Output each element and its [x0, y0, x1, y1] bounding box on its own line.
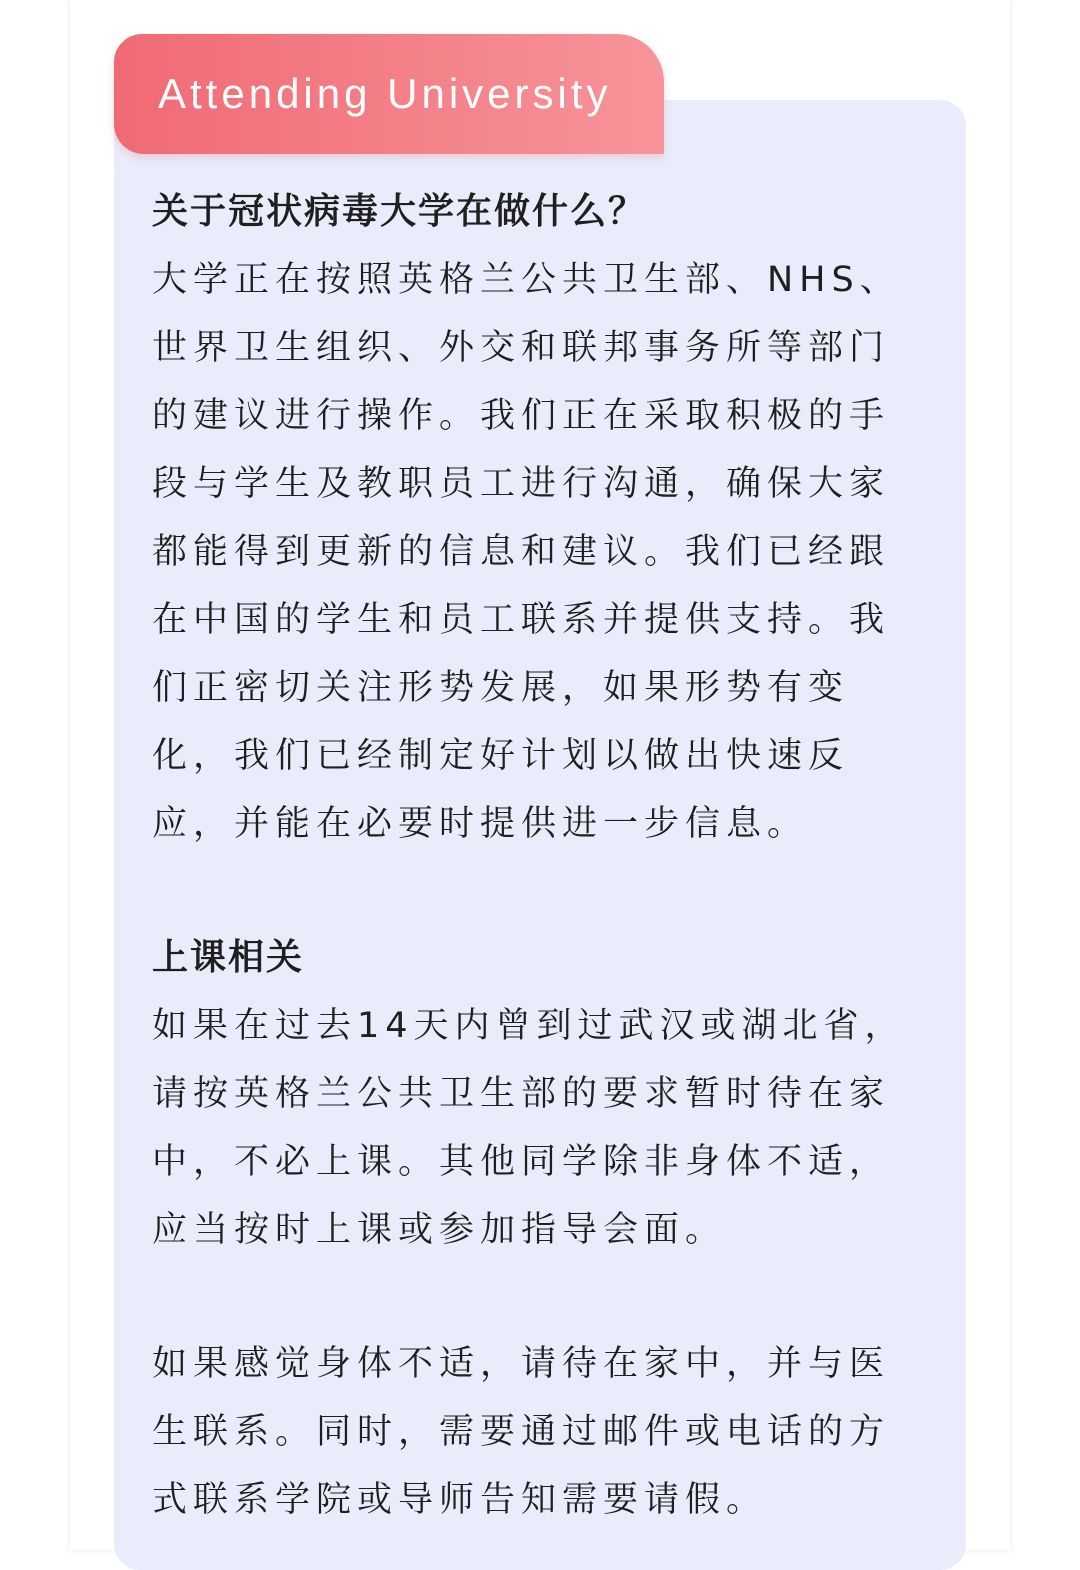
section-title-tab	[114, 34, 664, 154]
article-body	[152, 178, 952, 1534]
paragraph-line: 们正密切关注形势发展，如果形势有变	[152, 668, 850, 708]
paragraph-line: 中，不必上课。其他同学除非身体不适，	[152, 1142, 891, 1182]
paragraph-line: 式联系学院或导师告知需要请假。	[152, 1480, 768, 1520]
paragraph-line: 都能得到更新的信息和建议。我们已经跟	[152, 532, 891, 572]
section-heading-covid: 关于冠状病毒大学在做什么？	[152, 191, 647, 232]
paragraph-line: 请按英格兰公共卫生部的要求暂时待在家	[152, 1074, 891, 1114]
paragraph-line: 应，并能在必要时提供进一步信息。	[152, 804, 809, 844]
paragraph-line: 的建议进行操作。我们正在采取积极的手	[152, 396, 891, 436]
paragraph-line: 世界卫生组织、外交和联邦事务所等部门	[152, 328, 891, 368]
paragraph-line: 生联系。同时，需要通过邮件或电话的方	[152, 1412, 891, 1452]
section-title: Attending University	[158, 70, 612, 117]
section-gap	[152, 1264, 952, 1330]
paragraph-line: 化，我们已经制定好计划以做出快速反	[152, 736, 850, 776]
paragraph-line: 段与学生及教职员工进行沟通，确保大家	[152, 464, 891, 504]
paragraph-line: 大学正在按照英格兰公共卫生部、NHS、	[152, 260, 901, 300]
section-gap	[152, 858, 952, 924]
paragraph-line: 在中国的学生和员工联系并提供支持。我	[152, 600, 891, 640]
section-heading-classes: 上课相关	[152, 937, 305, 978]
paragraph-line: 如果感觉身体不适，请待在家中，并与医	[152, 1344, 891, 1384]
paragraph-line: 应当按时上课或参加指导会面。	[152, 1210, 727, 1250]
paragraph-line: 如果在过去14天内曾到过武汉或湖北省，	[152, 1006, 906, 1046]
